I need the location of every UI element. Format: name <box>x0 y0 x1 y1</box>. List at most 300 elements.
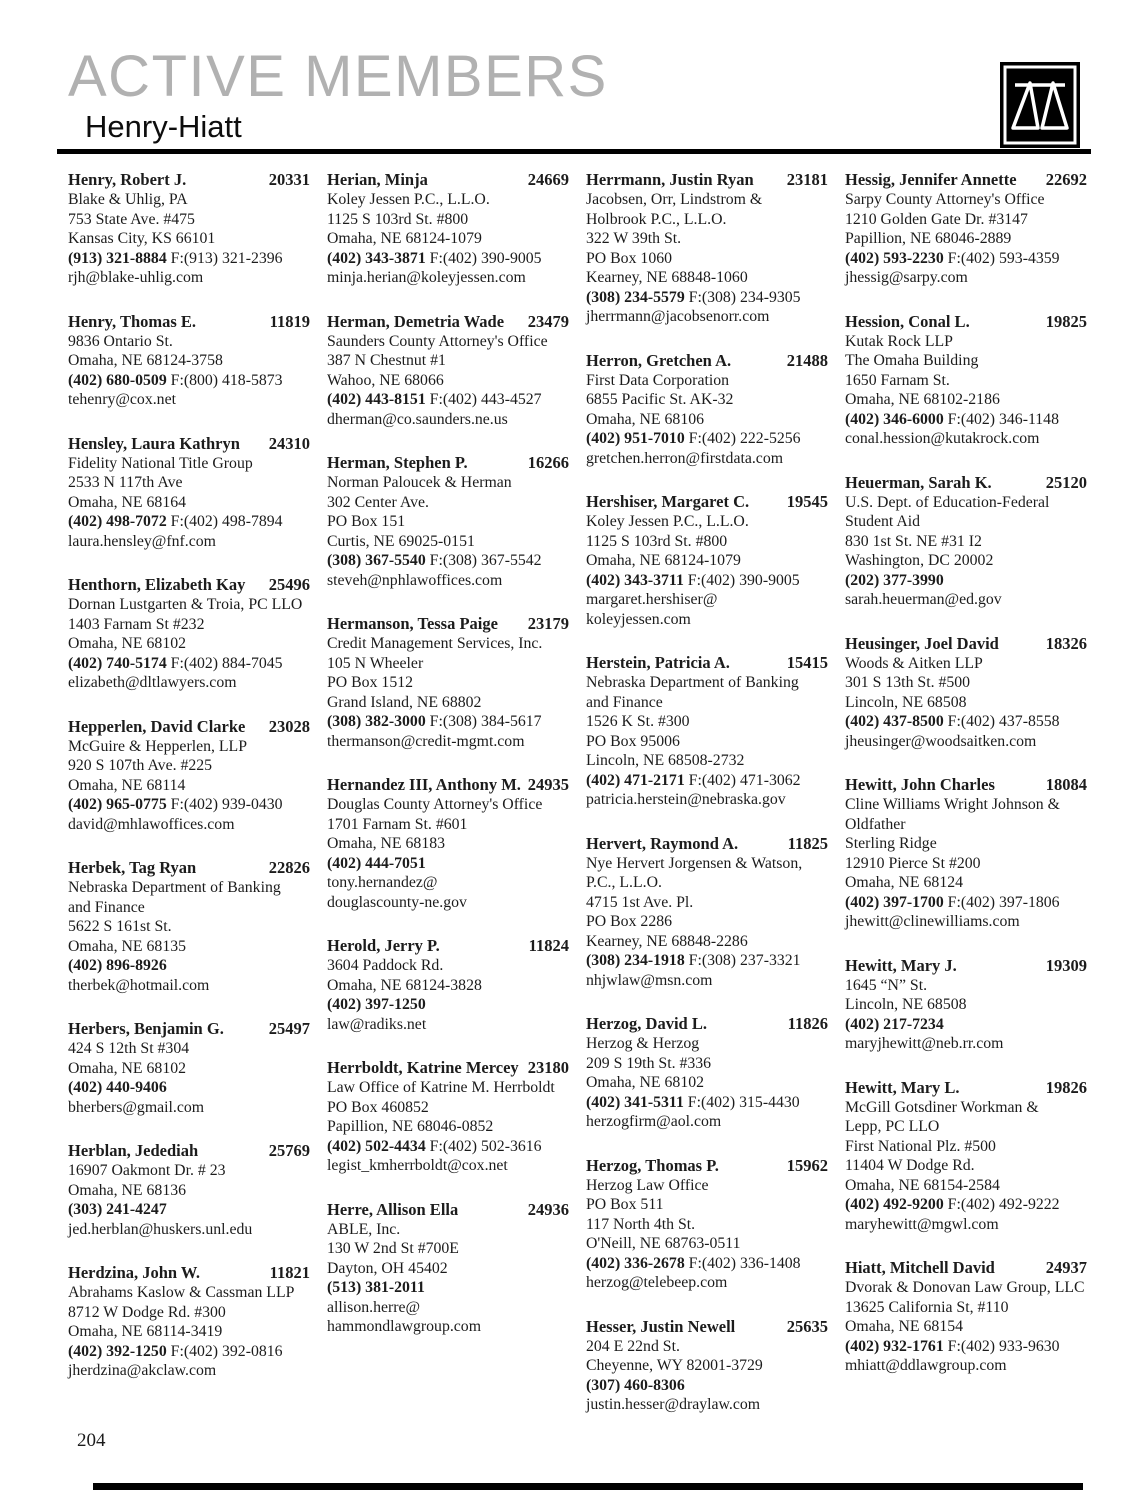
member-name: Heuerman, Sarah K. <box>845 472 992 492</box>
member-id: 23181 <box>786 170 828 189</box>
member-email: douglascounty-ne.gov <box>327 893 467 911</box>
member-entry-head <box>586 492 828 512</box>
member-entry-head <box>327 1058 569 1078</box>
member-phone-line <box>327 390 569 410</box>
member-fax: F:(402) 437-8558 <box>947 713 1060 730</box>
member-address-line: Omaha, NE 68124-3828 <box>327 976 482 994</box>
member-id: 19826 <box>1045 1077 1087 1097</box>
page-header <box>68 44 608 144</box>
member-address-line: Omaha, NE 68124-1079 <box>586 552 741 569</box>
member-name: Herrmann, Justin Ryan <box>586 170 754 189</box>
member-id: 25635 <box>786 1316 828 1336</box>
member-name: Henry, Robert J. <box>68 170 187 189</box>
member-entry <box>327 453 569 590</box>
member-entry <box>327 936 569 1034</box>
member-email: law@radiks.net <box>327 1015 427 1033</box>
member-phone: (402) 502-4434 <box>327 1137 426 1155</box>
member-address-line: Fidelity National Title Group <box>68 454 253 472</box>
member-fax: F:(402) 346-1148 <box>947 410 1059 428</box>
member-address-line: Cline Williams Wright Johnson & <box>845 796 1060 813</box>
member-address-line: Sarpy County Attorney's Office <box>845 191 1045 208</box>
member-address-line: 5622 S 161st St. <box>68 918 172 935</box>
member-phone-line <box>586 288 828 308</box>
member-entry <box>586 1156 828 1293</box>
member-fax: F:(402) 390-9005 <box>687 571 800 589</box>
member-address-line: Douglas County Attorney's Office <box>327 796 543 813</box>
member-address-line: 1650 Farnam St. <box>845 371 950 389</box>
member-address-line: Koley Jessen P.C., L.L.O. <box>586 513 749 530</box>
member-phone-line <box>68 1078 310 1098</box>
member-id: 11819 <box>269 311 310 331</box>
member-phone: (402) 896-8926 <box>68 957 167 974</box>
member-phone-line <box>327 1278 569 1298</box>
member-address-line: PO Box 1060 <box>586 249 673 267</box>
member-id: 25497 <box>268 1019 310 1038</box>
member-phone-line <box>327 249 569 269</box>
member-entry-head <box>68 434 310 454</box>
member-email: jhessig@sarpy.com <box>845 269 968 286</box>
member-name: Heusinger, Joel David <box>845 633 999 653</box>
member-address-line: 1701 Farnam St. #601 <box>327 815 468 833</box>
member-address-line: Omaha, NE 68102 <box>586 1074 705 1091</box>
member-entry-head <box>327 312 569 332</box>
bottom-edge-bar <box>93 1483 1083 1490</box>
member-entry <box>586 492 828 629</box>
member-phone: (307) 460-8306 <box>586 1376 685 1394</box>
member-address-line: 1526 K St. #300 <box>586 713 690 730</box>
member-phone-line <box>586 951 828 971</box>
member-address-line: 12910 Pierce St #200 <box>845 854 981 872</box>
member-id: 23479 <box>527 311 569 331</box>
member-phone: (402) 471-2171 <box>586 771 685 789</box>
member-entry <box>845 634 1087 752</box>
member-phone-line <box>68 795 310 815</box>
member-email: maryhewitt@mgwl.com <box>845 1215 999 1233</box>
member-address-line: Omaha, NE 68124 <box>845 874 964 891</box>
member-phone: (402) 965-0775 <box>68 796 167 813</box>
member-id: 11821 <box>269 1263 310 1282</box>
member-address-line: Sterling Ridge <box>845 835 937 852</box>
member-name: Hewitt, John Charles <box>845 775 995 794</box>
member-entry <box>586 653 828 810</box>
member-phone: (402) 392-1250 <box>68 1342 167 1360</box>
directory-column-4 <box>845 170 1087 1400</box>
bar-association-logo <box>1000 62 1080 148</box>
member-entry-head <box>845 312 1087 332</box>
member-entry-head <box>68 312 310 332</box>
member-id: 24937 <box>1045 1258 1087 1277</box>
member-address-line: Omaha, NE 68102 <box>68 635 187 652</box>
member-email: sarah.heuerman@ed.gov <box>845 591 1002 608</box>
member-entry <box>68 858 310 995</box>
member-address-line: Lincoln, NE 68508-2732 <box>586 752 745 769</box>
member-email: david@mhlawoffices.com <box>68 815 235 833</box>
member-entry <box>68 575 310 693</box>
member-address-line: Curtis, NE 69025-0151 <box>327 532 475 550</box>
member-address-line: Omaha, NE 68102-2186 <box>845 391 1000 408</box>
member-entry <box>845 1078 1087 1235</box>
member-address-line: 3604 Paddock Rd. <box>327 957 444 974</box>
member-entry <box>68 312 310 410</box>
member-address-line: 301 S 13th St. #500 <box>845 674 971 691</box>
member-name: Herbers, Benjamin G. <box>68 1019 224 1038</box>
member-address-line: Norman Paloucek & Herman <box>327 474 512 491</box>
member-address-line: Lepp, PC LLO <box>845 1118 940 1135</box>
member-name: Hession, Conal L. <box>845 311 970 331</box>
member-phone-line <box>68 512 310 532</box>
member-address-line: and Finance <box>68 898 145 916</box>
member-entry <box>327 312 569 430</box>
member-name: Hewitt, Mary J. <box>845 955 957 975</box>
member-entry <box>586 170 828 327</box>
member-phone-line <box>845 1015 1087 1035</box>
member-address-line: Saunders County Attorney's Office <box>327 332 548 350</box>
member-phone: (402) 492-9200 <box>845 1196 944 1213</box>
member-name: Hervert, Raymond A. <box>586 833 739 853</box>
member-phone-line <box>327 995 569 1015</box>
member-fax: F:(402) 390-9005 <box>429 249 542 267</box>
member-address-line: Washington, DC 20002 <box>845 552 994 569</box>
member-email: mhiatt@ddlawgroup.com <box>845 1357 1007 1374</box>
member-email: jed.herblan@huskers.unl.edu <box>68 1220 253 1238</box>
member-id: 24310 <box>268 433 310 453</box>
member-entry <box>845 956 1087 1054</box>
member-phone-line <box>586 429 828 449</box>
member-email: elizabeth@dltlawyers.com <box>68 674 237 691</box>
member-entry-head <box>586 1317 828 1337</box>
member-id: 19309 <box>1045 955 1087 975</box>
member-email: steveh@nphlawoffices.com <box>327 571 503 589</box>
member-phone-line <box>845 410 1087 430</box>
page-title: ACTIVE MEMBERS <box>68 44 608 109</box>
member-address-line: 4715 1st Ave. Pl. <box>586 893 694 911</box>
member-address-line: Omaha, NE 68154-2584 <box>845 1176 1000 1194</box>
member-address-line: ABLE, Inc. <box>327 1220 401 1238</box>
member-phone: (402) 217-7234 <box>845 1015 944 1033</box>
member-name: Herstein, Patricia A. <box>586 653 730 672</box>
member-fax: F:(308) 234-9305 <box>688 288 801 306</box>
member-address-line: 424 S 12th St #304 <box>68 1040 190 1057</box>
member-address-line: PO Box 1512 <box>327 674 414 691</box>
member-id: 11826 <box>787 1014 828 1033</box>
member-name: Herzog, Thomas P. <box>586 1155 719 1175</box>
member-entry-head <box>68 717 310 737</box>
member-name: Hermanson, Tessa Paige <box>327 614 498 633</box>
member-entry-head <box>586 351 828 371</box>
member-address-line: Law Office of Katrine M. Herrboldt <box>327 1079 555 1096</box>
member-entry-head <box>327 1200 569 1220</box>
member-address-line: Blake & Uhlig, PA <box>68 191 188 208</box>
member-phone: (402) 437-8500 <box>845 713 944 730</box>
member-phone: (303) 241-4247 <box>68 1201 167 1218</box>
member-phone: (308) 382-3000 <box>327 713 426 730</box>
member-address-line: Omaha, NE 68124-3758 <box>68 352 223 369</box>
member-phone: (402) 680-0509 <box>68 371 167 389</box>
member-address-line: McGuire & Hepperlen, LLP <box>68 737 247 755</box>
member-phone-line <box>68 1342 310 1362</box>
member-fax: F:(402) 502-3616 <box>429 1137 542 1155</box>
member-email: rjh@blake-uhlig.com <box>68 269 204 286</box>
member-entry-head <box>586 1014 828 1034</box>
member-phone: (402) 440-9406 <box>68 1079 167 1096</box>
member-phone-line <box>586 1376 828 1396</box>
member-address-line: Papillion, NE 68046-0852 <box>327 1118 494 1135</box>
member-email: justin.hesser@draylaw.com <box>586 1396 761 1413</box>
member-fax: F:(402) 397-1806 <box>947 893 1060 911</box>
member-address-line: Cheyenne, WY 82001-3729 <box>586 1357 763 1374</box>
member-address-line: 204 E 22nd St. <box>586 1337 680 1355</box>
member-name: Hessig, Jennifer Annette <box>845 170 1017 189</box>
member-address-line: 130 W 2nd St #700E <box>327 1240 459 1257</box>
member-id: 24935 <box>527 775 569 794</box>
member-address-line: 9836 Ontario St. <box>68 332 173 350</box>
member-address-line: 13625 California St, #110 <box>845 1298 1009 1316</box>
member-address-line: 6855 Pacific St. AK-32 <box>586 391 734 408</box>
member-email: tony.hernandez@ <box>327 874 438 891</box>
member-entry <box>68 1019 310 1117</box>
member-phone-line <box>68 1200 310 1220</box>
member-address-line: Dvorak & Donovan Law Group, LLC <box>845 1279 1085 1296</box>
member-entry <box>845 170 1087 288</box>
member-name: Herblan, Jedediah <box>68 1141 199 1160</box>
member-address-line: Nye Hervert Jorgensen & Watson, <box>586 854 803 872</box>
member-address-line: 1210 Golden Gate Dr. #3147 <box>845 210 1028 228</box>
member-email: therbek@hotmail.com <box>68 976 210 994</box>
member-fax: F:(913) 321-2396 <box>170 249 283 267</box>
member-name: Herrboldt, Katrine Mercey <box>327 1058 519 1077</box>
member-id: 19545 <box>786 492 828 511</box>
member-address-line: PO Box 95006 <box>586 732 680 750</box>
member-address-line: Holbrook P.C., L.L.O. <box>586 210 727 228</box>
member-entry-head <box>845 775 1087 795</box>
member-address-line: Omaha, NE 68102 <box>68 1059 187 1077</box>
member-address-line: 2533 N 117th Ave <box>68 474 183 491</box>
member-id: 15962 <box>786 1155 828 1175</box>
member-entry <box>845 1258 1087 1376</box>
member-address-line: Dornan Lustgarten & Troia, PC LLO <box>68 596 303 613</box>
member-address-line: 830 1st St. NE #31 I2 <box>845 532 982 550</box>
member-email: legist_kmherrboldt@cox.net <box>327 1157 508 1174</box>
member-phone-line <box>586 1093 828 1113</box>
member-id: 11824 <box>528 936 569 955</box>
member-id: 18084 <box>1045 775 1087 794</box>
member-entry-head <box>586 170 828 190</box>
directory-column-3 <box>586 170 828 1439</box>
member-email: thermanson@credit-mgmt.com <box>327 732 525 750</box>
member-email: herzogfirm@aol.com <box>586 1113 722 1130</box>
member-entry-head <box>327 936 569 956</box>
member-name: Herman, Demetria Wade <box>327 311 505 331</box>
member-email: hammondlawgroup.com <box>327 1318 481 1335</box>
member-address-line: Omaha, NE 68154 <box>845 1318 964 1335</box>
member-phone-line <box>327 854 569 874</box>
member-address-line: Herzog & Herzog <box>586 1035 700 1052</box>
member-address-line: 387 N Chestnut #1 <box>327 352 446 369</box>
member-entry <box>586 1014 828 1132</box>
member-address-line: McGill Gotsdiner Workman & <box>845 1098 1039 1116</box>
member-address-line: Lincoln, NE 68508 <box>845 693 967 711</box>
member-id: 25769 <box>268 1141 310 1160</box>
member-entry-head <box>327 170 569 190</box>
member-phone-line <box>845 893 1087 913</box>
member-address-line: Herzog Law Office <box>586 1176 709 1194</box>
member-entry <box>68 1263 310 1381</box>
member-phone: (513) 381-2011 <box>327 1279 425 1296</box>
member-entry <box>327 614 569 751</box>
member-entry-head <box>68 858 310 878</box>
member-phone: (402) 593-2230 <box>845 249 944 267</box>
member-address-line: 105 N Wheeler <box>327 654 424 672</box>
member-id: 23179 <box>527 614 569 633</box>
member-email: bherbers@gmail.com <box>68 1098 205 1116</box>
member-email: jherdzina@akclaw.com <box>68 1362 217 1379</box>
member-address-line: Omaha, NE 68114 <box>68 776 186 794</box>
member-entry <box>845 473 1087 610</box>
member-address-line: and Finance <box>586 693 663 711</box>
member-phone-line <box>845 571 1087 591</box>
member-phone: (402) 397-1250 <box>327 996 426 1013</box>
member-address-line: The Omaha Building <box>845 352 979 369</box>
member-address-line: Omaha, NE 68106 <box>586 410 705 428</box>
member-address-line: Omaha, NE 68114-3419 <box>68 1323 223 1340</box>
member-address-line: Student Aid <box>845 513 921 530</box>
member-address-line: PO Box 2286 <box>586 913 673 930</box>
member-entry <box>586 834 828 991</box>
member-fax: F:(800) 418-5873 <box>170 371 283 389</box>
alpha-range-subtitle: Henry-Hiatt <box>85 109 242 144</box>
member-id: 24669 <box>527 170 569 189</box>
member-address-line: P.C., L.L.O. <box>586 874 662 891</box>
member-entry-head <box>586 1156 828 1176</box>
member-fax: F:(402) 392-0816 <box>170 1342 283 1360</box>
member-email: tehenry@cox.net <box>68 391 176 408</box>
member-name: Hernandez III, Anthony M. <box>327 775 521 794</box>
member-name: Hiatt, Mitchell David <box>845 1258 995 1277</box>
member-name: Hewitt, Mary L. <box>845 1077 960 1097</box>
page-number: 204 <box>77 1430 106 1451</box>
member-phone-line <box>327 551 569 571</box>
member-entry <box>586 351 828 469</box>
member-phone-line <box>68 249 310 269</box>
member-entry-head <box>327 453 569 473</box>
member-address-line: 1125 S 103rd St. #800 <box>586 532 728 550</box>
member-fax: F:(402) 933-9630 <box>947 1337 1060 1355</box>
member-address-line: Oldfather <box>845 815 906 833</box>
member-name: Herold, Jerry P. <box>327 936 440 955</box>
member-fax: F:(402) 471-3062 <box>688 771 801 789</box>
member-phone: (402) 343-3711 <box>586 571 684 589</box>
member-name: Hershiser, Margaret C. <box>586 492 750 511</box>
member-fax: F:(402) 315-4430 <box>687 1093 800 1111</box>
member-phone-line <box>327 712 569 732</box>
member-entry <box>327 170 569 288</box>
member-address-line: 920 S 107th Ave. #225 <box>68 757 213 774</box>
member-address-line: Dayton, OH 45402 <box>327 1259 448 1277</box>
member-email: jheusinger@woodsaitken.com <box>845 732 1037 750</box>
member-id: 18326 <box>1045 633 1087 653</box>
member-phone: (402) 951-7010 <box>586 430 685 447</box>
member-id: 24936 <box>527 1199 569 1219</box>
member-id: 23028 <box>268 716 310 736</box>
member-phone-line <box>68 956 310 976</box>
member-phone-line <box>845 1195 1087 1215</box>
member-fax: F:(402) 443-4527 <box>429 391 542 408</box>
member-address-line: Nebraska Department of Banking <box>586 674 799 691</box>
member-id: 19825 <box>1045 311 1087 331</box>
member-fax: F:(402) 593-4359 <box>947 249 1060 267</box>
member-email: laura.hensley@fnf.com <box>68 532 216 550</box>
member-address-line: 1125 S 103rd St. #800 <box>327 210 469 228</box>
member-phone: (308) 367-5540 <box>327 552 426 569</box>
member-id: 20331 <box>268 170 310 189</box>
member-entry-head <box>68 1141 310 1161</box>
member-name: Hesser, Justin Newell <box>586 1316 736 1336</box>
member-phone: (402) 341-5311 <box>586 1093 684 1111</box>
member-address-line: Omaha, NE 68164 <box>68 493 187 511</box>
member-address-line: 1403 Farnam St #232 <box>68 615 205 633</box>
member-name: Herbek, Tag Ryan <box>68 858 197 877</box>
member-fax: F:(402) 884-7045 <box>170 654 283 672</box>
member-name: Herron, Gretchen A. <box>586 350 732 370</box>
directory-column-2 <box>327 170 569 1361</box>
member-entry <box>327 775 569 912</box>
member-entry <box>68 434 310 552</box>
member-address-line: PO Box 151 <box>327 513 406 530</box>
member-id: 23180 <box>527 1058 569 1077</box>
member-fax: F:(308) 367-5542 <box>429 552 542 569</box>
member-phone: (402) 932-1761 <box>845 1337 944 1355</box>
member-address-line: Woods & Aitken LLP <box>845 654 983 672</box>
member-address-line: 753 State Ave. #475 <box>68 210 195 228</box>
member-id: 15415 <box>786 653 828 672</box>
member-phone: (402) 498-7072 <box>68 513 167 530</box>
member-fax: F:(402) 492-9222 <box>947 1196 1060 1213</box>
member-email: nhjwlaw@msn.com <box>586 971 713 989</box>
member-email: koleyjessen.com <box>586 610 691 628</box>
member-name: Hensley, Laura Kathryn <box>68 433 240 453</box>
member-phone-line <box>68 371 310 391</box>
member-address-line: Omaha, NE 68183 <box>327 835 446 852</box>
member-address-line: Wahoo, NE 68066 <box>327 371 444 389</box>
member-fax: F:(308) 384-5617 <box>429 713 542 730</box>
member-entry-head <box>68 1263 310 1283</box>
member-address-line: PO Box 460852 <box>327 1098 429 1116</box>
member-email: herzog@telebeep.com <box>586 1274 728 1291</box>
member-phone: (402) 336-2678 <box>586 1254 685 1272</box>
member-address-line: Grand Island, NE 68802 <box>327 693 482 711</box>
member-address-line: Omaha, NE 68124-1079 <box>327 230 482 247</box>
member-id: 22692 <box>1045 170 1087 189</box>
member-address-line: Lincoln, NE 68508 <box>845 996 967 1013</box>
member-phone: (402) 444-7051 <box>327 854 426 872</box>
member-email: patricia.herstein@nebraska.gov <box>586 791 786 808</box>
member-address-line: 302 Center Ave. <box>327 493 429 511</box>
scales-of-justice-icon <box>1000 62 1080 148</box>
member-entry <box>327 1058 569 1176</box>
member-entry-head <box>586 653 828 673</box>
member-phone-line <box>845 712 1087 732</box>
member-entry-head <box>845 1078 1087 1098</box>
member-entry-head <box>845 956 1087 976</box>
member-address-line: Jacobsen, Orr, Lindstrom & <box>586 191 763 208</box>
member-entry <box>68 1141 310 1239</box>
member-phone: (308) 234-1918 <box>586 952 685 969</box>
member-fax: F:(402) 498-7894 <box>170 513 283 530</box>
member-address-line: Kansas City, KS 66101 <box>68 230 216 247</box>
member-email: jhewitt@clinewilliams.com <box>845 913 1020 930</box>
member-fax: F:(402) 336-1408 <box>688 1254 801 1272</box>
member-email: gretchen.herron@firstdata.com <box>586 449 784 467</box>
